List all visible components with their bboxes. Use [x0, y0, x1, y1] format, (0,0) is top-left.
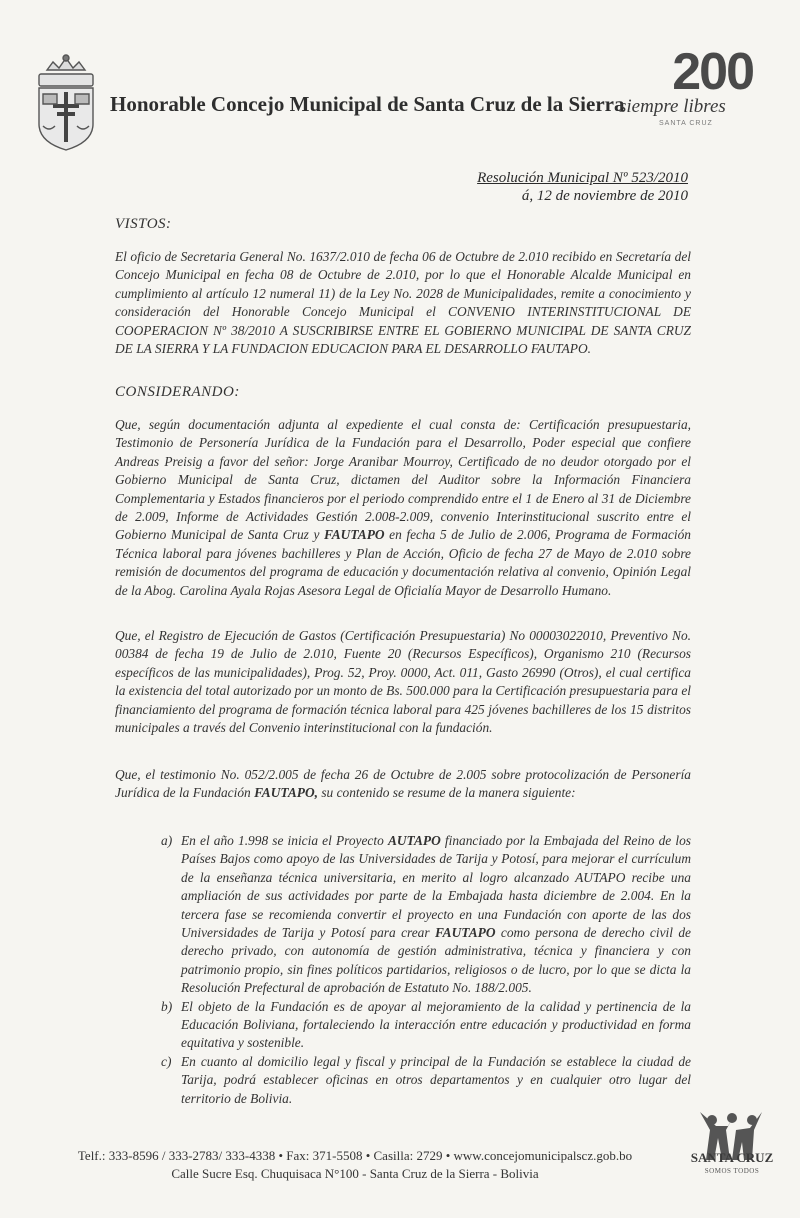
council-title: Honorable Concejo Municipal de Santa Cruz de la Sierra — [110, 92, 625, 116]
item-a-bold-2: FAUTAPO — [434, 925, 496, 941]
p1-rest: en fecha 5 de Julio de 2.006, Programa de Formación Técnica laboral para jóvenes bachilleres y Plan de Acción, Oficio de fecha 27 de Mayo de 2.010 sobre remisión de documentos del programa de educación y documentación relativa al convenio, Opinión Legal de la Abog. Carolina Ayala Rojas Asesora Legal de Oficialía Mayor de Desarrollo Humano. — [115, 527, 691, 598]
considerando-list — [135, 832, 691, 1108]
resolution-date: á, 12 de noviembre de 2010 — [521, 188, 688, 204]
p3-rest: su contenido se resume de la manera siguiente: — [321, 785, 576, 801]
vistos-section — [115, 248, 691, 358]
santa-cruz-logo-tag: SOMOS TODOS — [704, 1167, 760, 1175]
item-a-text: En el año 1.998 se inicia el Proyecto — [181, 833, 384, 848]
p3-bold: FAUTAPO, — [254, 785, 318, 801]
footer-contact: Telf.: 333-8596 / 333-2783/ 333-4338 • Fax: 371-5508 • Casilla: 2729 • www.concejomunicipalscz.gob.bo — [77, 1148, 633, 1163]
list-marker: c) — [161, 1053, 172, 1069]
considerando-section-3 — [115, 766, 691, 803]
item-a-bold-1: AUTAPO — [387, 833, 441, 848]
bicentennial-logo — [619, 43, 753, 136]
list-item — [135, 998, 691, 1053]
santa-cruz-logo-name: SANTA CRUZ — [690, 1150, 774, 1165]
coat-of-arms-icon — [33, 52, 99, 154]
logo-subtitle: SANTA CRUZ — [659, 120, 713, 127]
considerando-section-2 — [115, 627, 691, 737]
considerando-paragraph-3 — [115, 766, 691, 803]
resolution-number: Resolución Municipal Nº 523/2010 — [477, 170, 688, 186]
logo-script: siempre libres — [619, 96, 726, 117]
considerando-paragraph-2: Que, el Registro de Ejecución de Gastos (Certificación Presupuestaria) No 00003022010, Preventivo No. 00384 de fecha 19 de Julio de 2.010, Fuente 20 (Recursos Específicos), Organismo 210 (Recursos específicos de las municipalidades), Prog. 52, Proy. 0000, Act. 011, Gasto 26990 (Otros), el cual certifica la existencia del total autorizado por un monto de Bs. 500.000 para la Certificación presupuestaria para el financiamiento del programa de formación técnica laboral para 425 jóvenes bachilleres de los 15 distritos municipales a través del Convenio interinstitucional con la fundación. — [115, 628, 692, 736]
list-item — [135, 1053, 691, 1108]
p1-text: Que, según documentación adjunta al expediente el cual consta de: Certificación presupuestaria, Testimonio de Personería Jurídica de la Fundación para el Desarrollo, Poder especial que confiere Andreas Preisig a favor del señor: Jorge Aranibar Mourroy, Certificado de no deudor otorgado por el Gobierno Municipal de Santa Cruz, dictamen del Auditor sobre la Información Financiera Complementaria y Estados financieros por el periodo comprendido entre el 1 de Enero al 31 de Diciembre de 2.009, Informe de Actividades Gestión 2.008-2.009, convenio Interinstitucional suscrito entre el Gobierno Municipal de Santa Cruz y — [115, 417, 691, 543]
logo-number: 200 — [672, 43, 753, 101]
list-marker: b) — [161, 998, 173, 1014]
p3-text: Que, el testimonio No. 052/2.005 de fecha 26 de Octubre de 2.005 sobre protocolización de Personería Jurídica de la Fundación — [115, 767, 691, 801]
item-b-text: El objeto de la Fundación es de apoyar al mejoramiento de la calidad y pertinencia de la Educación Boliviana, fortaleciendo la interacción entre educación y productividad en forma equitativa y sostenible. — [181, 998, 691, 1051]
vistos-heading: VISTOS: — [115, 216, 172, 232]
list-marker: a) — [161, 833, 173, 848]
p1-bold: FAUTAPO — [324, 527, 385, 543]
footer-address: Calle Sucre Esq. Chuquisaca N°100 - Santa Cruz de la Sierra - Bolivia — [171, 1166, 539, 1181]
considerando-heading: CONSIDERANDO: — [115, 384, 240, 400]
considerando-section — [115, 416, 691, 600]
item-a-text-3: como persona de derecho civil de derecho privado, con autonomía de gestión administrativa, técnica y financiera y con patrimonio propio, sin fines políticos partidarios, religiosos o de lucro, por lo que se dicta la Resolución Prefectural de aprobación de Estatuto No. 188/2.005. — [181, 925, 691, 996]
list-item — [135, 832, 691, 998]
vistos-paragraph: El oficio de Secretaria General No. 1637/2.010 de fecha 06 de Octubre de 2.010 recibido en Secretaría del Concejo Municipal en fecha 08 de Octubre de 2.010, por lo que el Honorable Alcalde Municipal en cumplimiento al artículo 12 numeral 11) de la Ley No. 2028 de Municipalidades, remite a conocimiento y consideración del Honorable Concejo Municipal el CONVENIO INTERINSTITUCIONAL DE COOPERACION Nº 38/2010 A SUSCRIBIRSE ENTRE EL GOBIERNO MUNICIPAL DE SANTA CRUZ DE LA SIERRA Y LA FUNDACION EDUCACION PARA EL DESARROLLO FAUTAPO. — [115, 249, 691, 357]
considerando-paragraph-1 — [115, 416, 691, 600]
item-c-text: En cuanto al domicilio legal y fiscal y principal de la Fundación se establece la ciudad de Tarija, podrá establecer oficinas en otros departamentos y en cualquier otro lugar del territorio de Bolivia. — [181, 1053, 691, 1106]
item-a-text-2: financiado por la Embajada del Reino de los Países Bajos como apoyo de las Universidades de Tarija y Potosí, para mejorar el currículum de la enseñanza técnica universitaria, en merito al logro alcanzado AUTAPO recibe una ampliación de sus actividades por parte de la Embajada hasta diciembre de 2.004. En la tercera fase se recomienda convertir el proyecto en una Fundación con aporte de las dos Universidades de Tarija y Potosí para crear — [181, 833, 691, 941]
